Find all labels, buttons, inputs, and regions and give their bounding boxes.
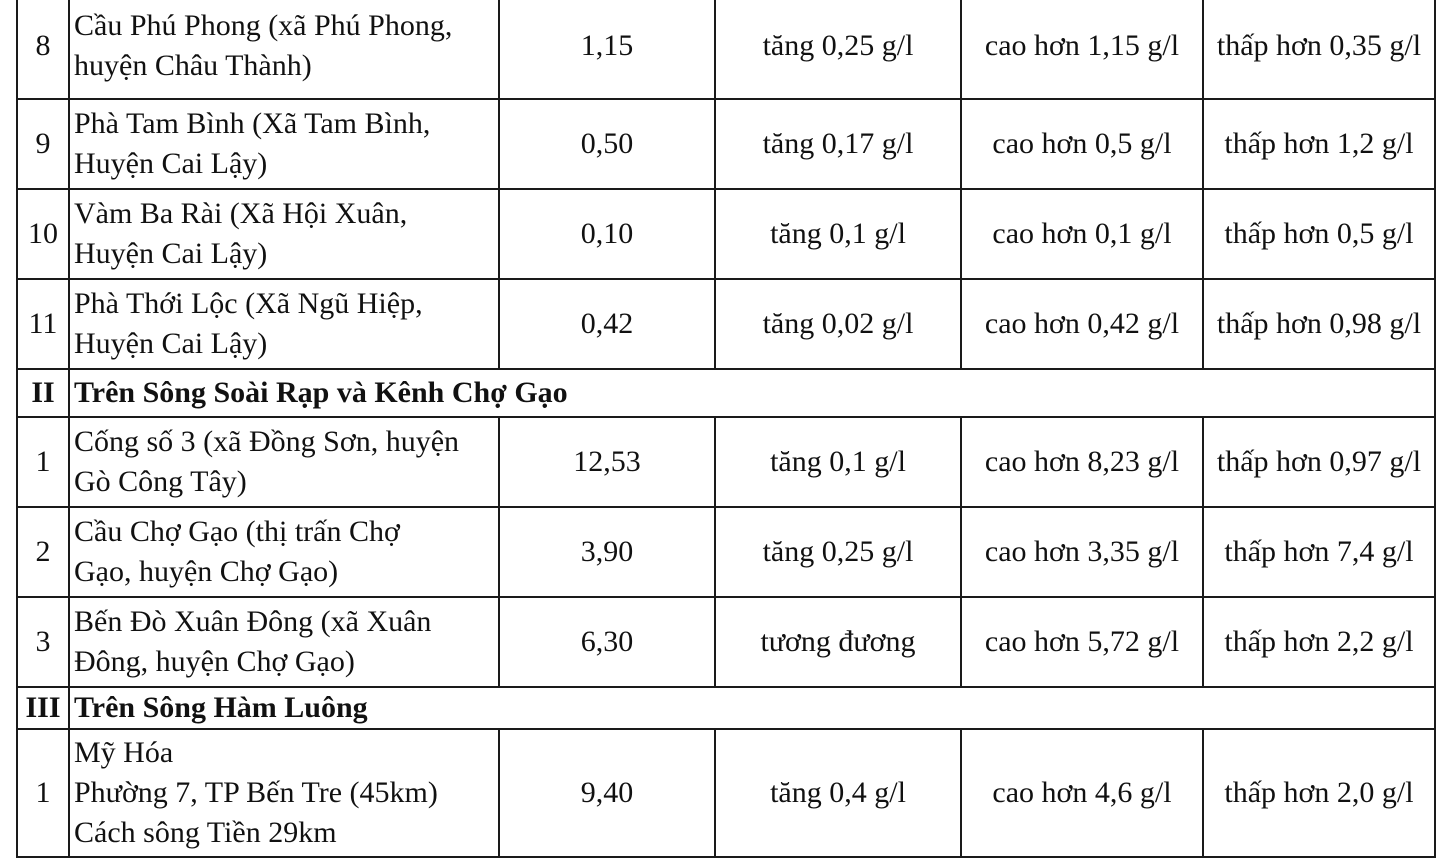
change-cell: tương đương [715, 597, 961, 687]
location-cell [69, 597, 499, 687]
row-number: 3 [17, 597, 69, 687]
change-cell: tăng 0,17 g/l [715, 99, 961, 189]
higher-cell: cao hơn 1,15 g/l [961, 0, 1203, 99]
location-line: Cách sông Tiền 29km [74, 816, 337, 849]
change-cell: tăng 0,25 g/l [715, 0, 961, 99]
change-cell: tăng 0,1 g/l [715, 417, 961, 507]
higher-cell: cao hơn 3,35 g/l [961, 507, 1203, 597]
location-line: Huyện Cai Lậy) [74, 327, 268, 360]
location-line: Mỹ Hóa [74, 736, 174, 769]
location-line: Huyện Cai Lậy) [74, 147, 268, 180]
location-cell [69, 417, 499, 507]
location-line: Vàm Ba Rài (Xã Hội Xuân, [74, 197, 408, 230]
salinity-value: 9,40 [499, 729, 715, 857]
lower-cell: thấp hơn 0,97 g/l [1203, 417, 1435, 507]
table-row [17, 189, 1435, 279]
table-row [17, 0, 1435, 99]
location-line: Gò Công Tây) [74, 465, 247, 498]
row-number: 10 [17, 189, 69, 279]
change-cell: tăng 0,02 g/l [715, 279, 961, 369]
higher-cell: cao hơn 0,1 g/l [961, 189, 1203, 279]
section-number: III [17, 687, 69, 729]
location-cell [69, 507, 499, 597]
salinity-value: 12,53 [499, 417, 715, 507]
location-line: Phà Tam Bình (Xã Tam Bình, [74, 107, 431, 140]
section-header-row [17, 687, 1435, 729]
location-line: Phường 7, TP Bến Tre (45km) [74, 776, 438, 809]
higher-cell: cao hơn 0,5 g/l [961, 99, 1203, 189]
table-row [17, 729, 1435, 857]
location-cell [69, 189, 499, 279]
location-cell [69, 729, 499, 857]
section-header-row [17, 369, 1435, 417]
higher-cell: cao hơn 0,42 g/l [961, 279, 1203, 369]
lower-cell: thấp hơn 1,2 g/l [1203, 99, 1435, 189]
section-number: II [17, 369, 69, 417]
lower-cell: thấp hơn 0,98 g/l [1203, 279, 1435, 369]
row-number: 1 [17, 417, 69, 507]
higher-cell: cao hơn 8,23 g/l [961, 417, 1203, 507]
table-row [17, 279, 1435, 369]
table-row [17, 507, 1435, 597]
location-line: Cầu Phú Phong (xã Phú Phong, [74, 9, 453, 42]
location-cell [69, 0, 499, 99]
higher-cell: cao hơn 4,6 g/l [961, 729, 1203, 857]
row-number: 2 [17, 507, 69, 597]
location-cell [69, 99, 499, 189]
change-cell: tăng 0,1 g/l [715, 189, 961, 279]
lower-cell: thấp hơn 0,5 g/l [1203, 189, 1435, 279]
lower-cell: thấp hơn 2,0 g/l [1203, 729, 1435, 857]
salinity-value: 1,15 [499, 0, 715, 99]
change-cell: tăng 0,25 g/l [715, 507, 961, 597]
table-row [17, 597, 1435, 687]
location-line: Đông, huyện Chợ Gạo) [74, 645, 355, 678]
salinity-value: 0,42 [499, 279, 715, 369]
location-line: Cầu Chợ Gạo (thị trấn Chợ [74, 515, 400, 548]
higher-cell: cao hơn 5,72 g/l [961, 597, 1203, 687]
row-number: 8 [17, 0, 69, 99]
location-line: Gạo, huyện Chợ Gạo) [74, 555, 339, 588]
row-number: 9 [17, 99, 69, 189]
salinity-value: 6,30 [499, 597, 715, 687]
change-cell: tăng 0,4 g/l [715, 729, 961, 857]
lower-cell: thấp hơn 7,4 g/l [1203, 507, 1435, 597]
location-line: huyện Châu Thành) [74, 49, 312, 82]
salinity-value: 3,90 [499, 507, 715, 597]
lower-cell: thấp hơn 2,2 g/l [1203, 597, 1435, 687]
location-cell [69, 279, 499, 369]
location-line: Cống số 3 (xã Đồng Sơn, huyện [74, 425, 460, 458]
location-line: Bến Đò Xuân Đông (xã Xuân [74, 605, 432, 638]
table-row [17, 99, 1435, 189]
table-row [17, 417, 1435, 507]
section-title: Trên Sông Soài Rạp và Kênh Chợ Gạo [69, 369, 1435, 417]
lower-cell: thấp hơn 0,35 g/l [1203, 0, 1435, 99]
salinity-value: 0,50 [499, 99, 715, 189]
section-title: Trên Sông Hàm Luông [69, 687, 1435, 729]
row-number: 1 [17, 729, 69, 857]
location-line: Phà Thới Lộc (Xã Ngũ Hiệp, [74, 287, 423, 320]
location-line: Huyện Cai Lậy) [74, 237, 268, 270]
salinity-table [16, 0, 1436, 858]
row-number: 11 [17, 279, 69, 369]
salinity-value: 0,10 [499, 189, 715, 279]
